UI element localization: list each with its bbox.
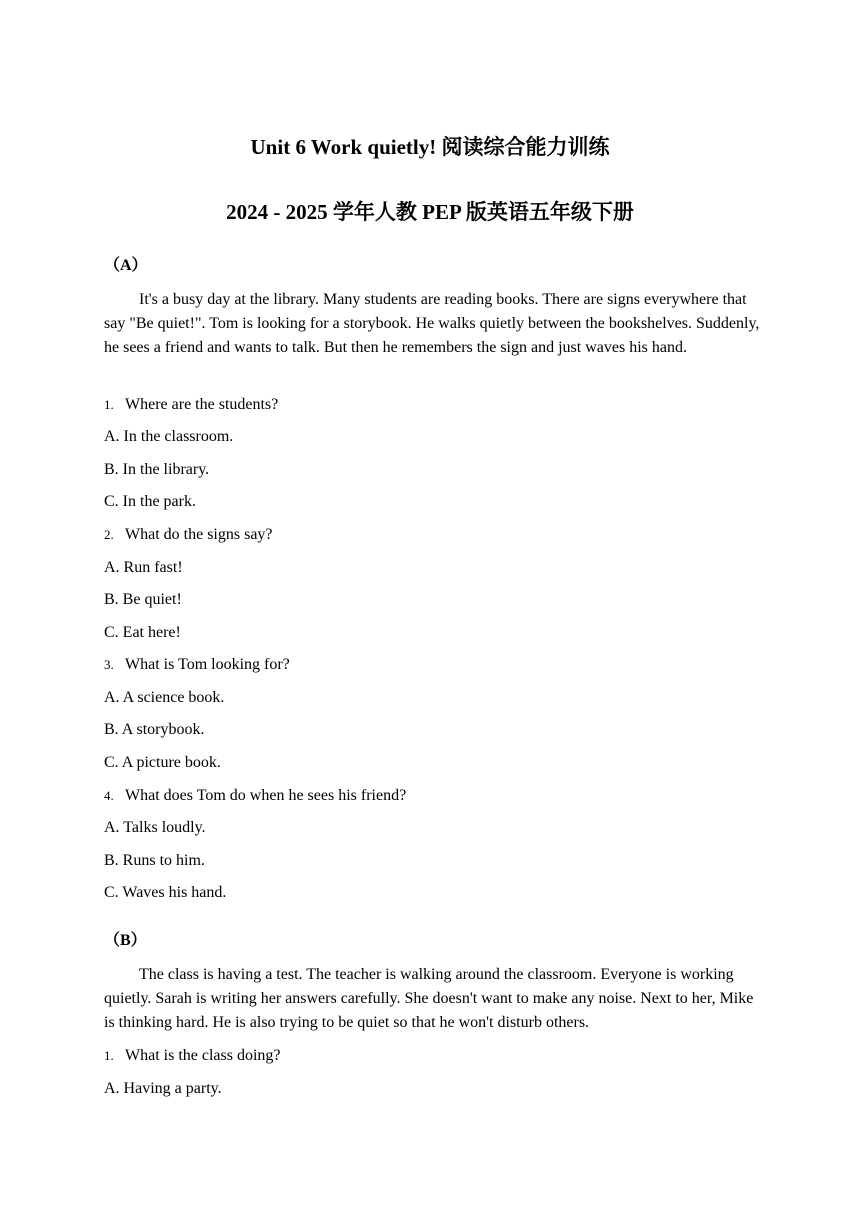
question-text: What does Tom do when he sees his friend? — [125, 787, 407, 804]
page-title: Unit 6 Work quietly! 阅读综合能力训练 — [250, 135, 610, 159]
question-text: What do the signs say? — [125, 526, 273, 543]
question-number: 3. — [104, 657, 114, 672]
question-text: Where are the students? — [125, 396, 279, 413]
option-a3-c: C. A picture book. — [104, 754, 221, 771]
option-a2-a: A. Run fast! — [104, 559, 183, 576]
option-a3-a: A. A science book. — [104, 689, 225, 706]
section-label-b: （B） — [104, 932, 147, 949]
option-a4-a: A. Talks loudly. — [104, 819, 206, 836]
passage-a: It's a busy day at the library. Many students are reading books. There are signs everywhere that say "Be quiet!". Tom is looking for a storybook. He walks quietly between the bookshelves. Suddenly, he sees a friend and wants to talk. But then he remembers the sign and just waves his hand. — [104, 291, 760, 356]
option-a4-c: C. Waves his hand. — [104, 884, 227, 901]
question-a3 — [104, 654, 290, 676]
question-b1 — [104, 1045, 281, 1067]
question-text: What is Tom looking for? — [125, 656, 290, 673]
question-text: What is the class doing? — [125, 1047, 281, 1064]
section-label-a: （A） — [104, 257, 148, 274]
option-a1-a: A. In the classroom. — [104, 428, 234, 445]
page-subtitle: 2024 - 2025 学年人教 PEP 版英语五年级下册 — [226, 200, 634, 224]
question-number: 1. — [104, 1048, 114, 1063]
question-a1 — [104, 394, 278, 416]
question-a2 — [104, 524, 273, 546]
option-a2-c: C. Eat here! — [104, 624, 181, 641]
question-number: 2. — [104, 527, 114, 542]
passage-b: The class is having a test. The teacher is walking around the classroom. Everyone is working quietly. Sarah is writing her answers carefully. She doesn't want to make any noise. Next to her, Mike is thinking hard. He is also trying to be quiet so that he won't disturb others. — [104, 966, 754, 1031]
option-a4-b: B. Runs to him. — [104, 852, 205, 869]
question-number: 1. — [104, 397, 114, 412]
option-b1-a: A. Having a party. — [104, 1080, 222, 1097]
option-a3-b: B. A storybook. — [104, 721, 205, 738]
question-number: 4. — [104, 788, 114, 803]
question-a4 — [104, 785, 406, 807]
option-a2-b: B. Be quiet! — [104, 591, 182, 608]
option-a1-b: B. In the library. — [104, 461, 210, 478]
option-a1-c: C. In the park. — [104, 493, 196, 510]
